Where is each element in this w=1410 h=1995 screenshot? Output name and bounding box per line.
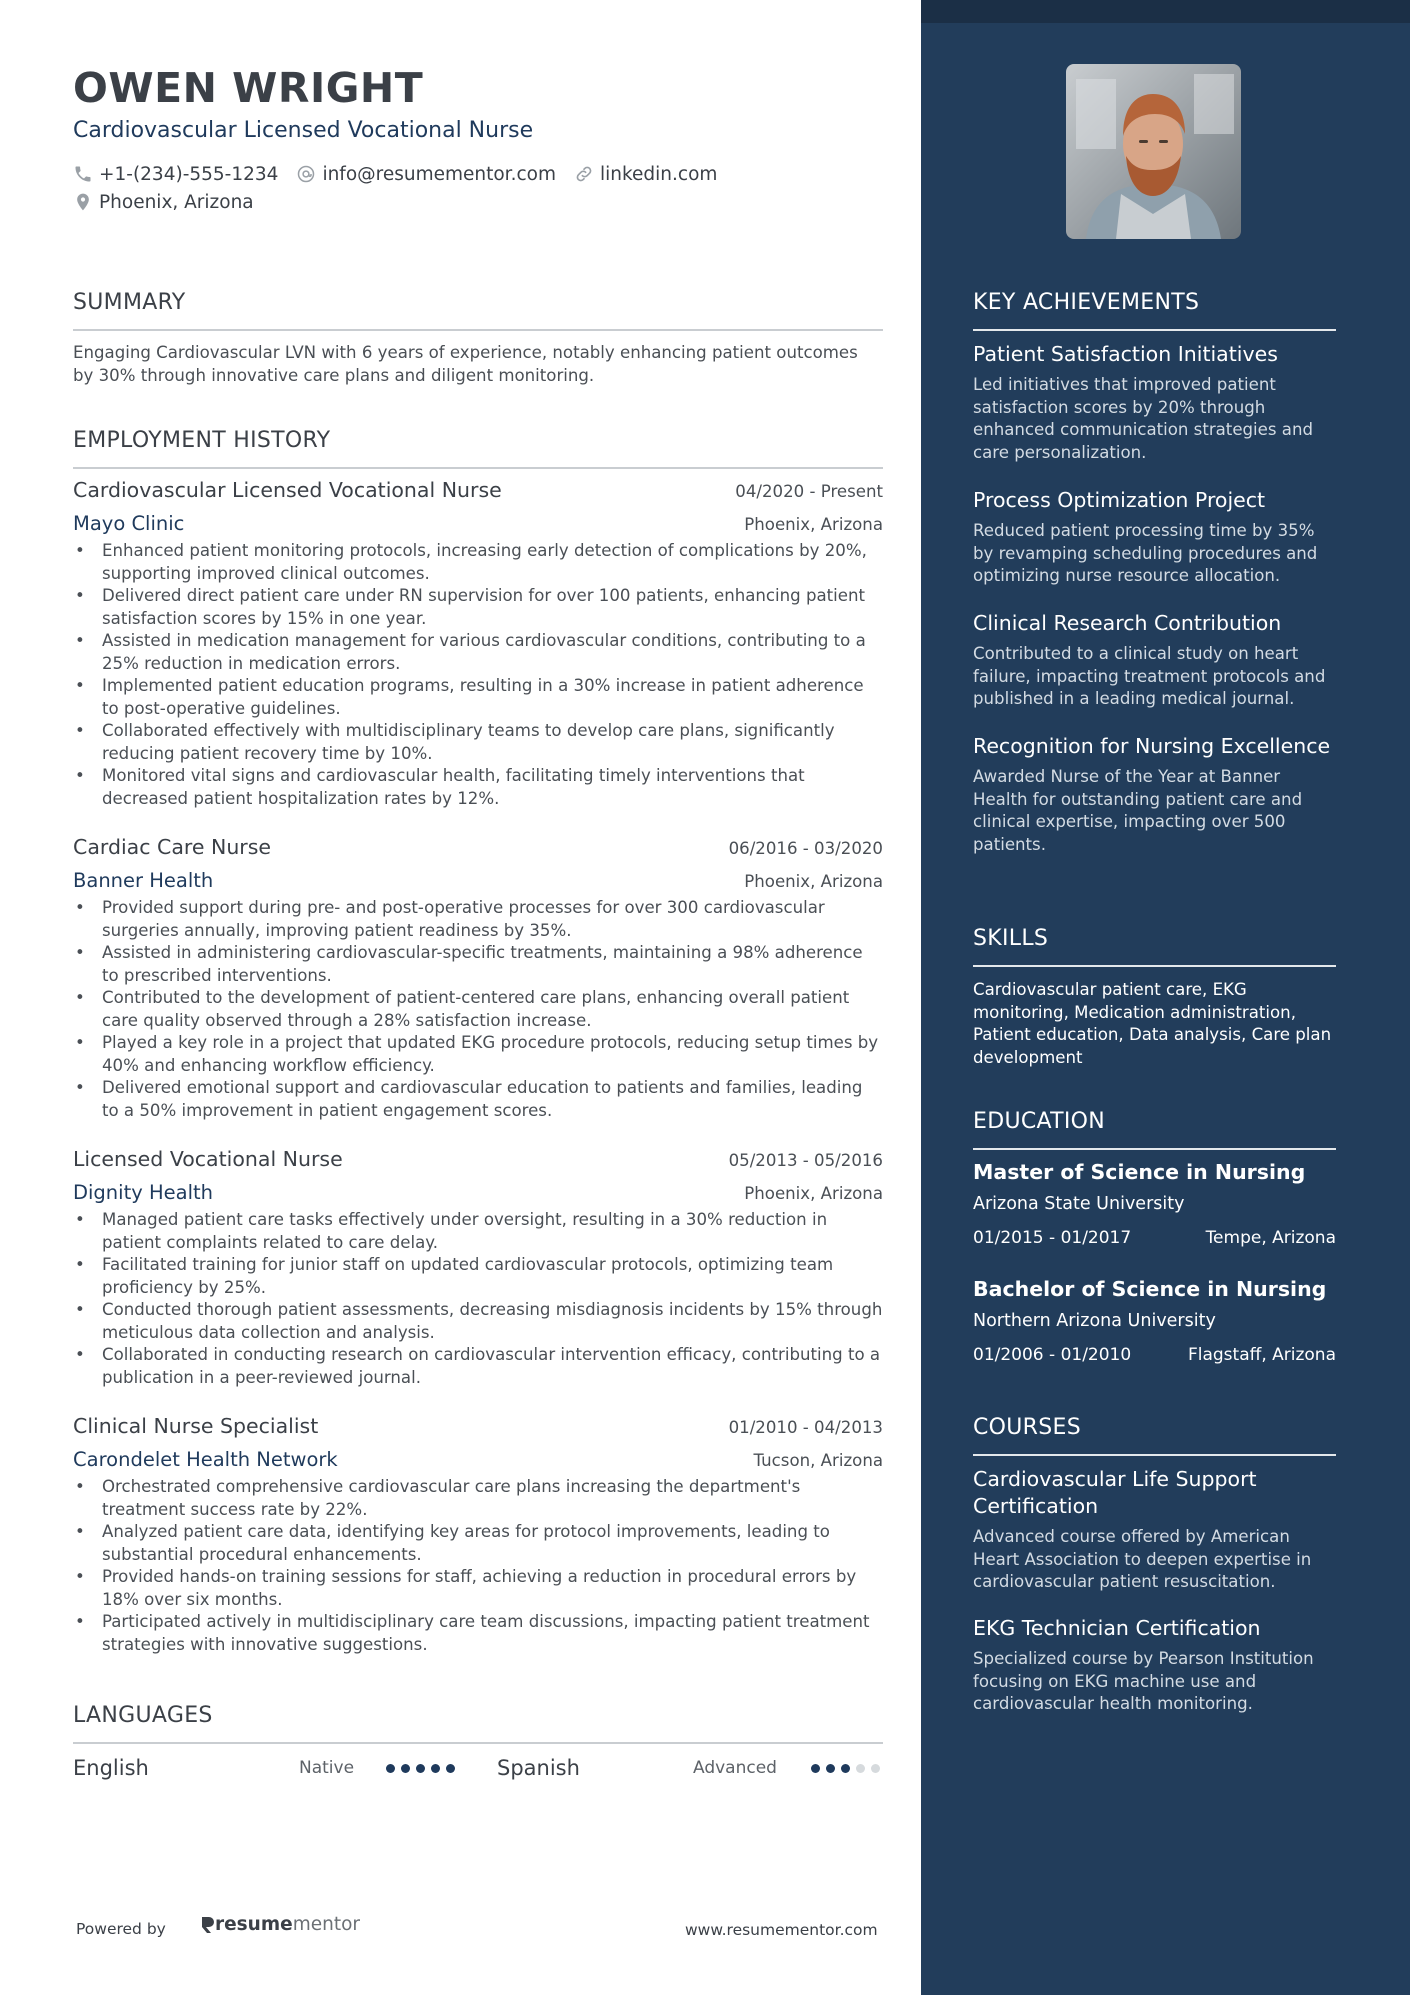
logo-mark-icon (199, 1915, 215, 1935)
email-text: info@resumementor.com (322, 163, 556, 185)
achievement-item (973, 610, 1336, 711)
email-item[interactable] (296, 164, 556, 185)
achievement-text: Contributed to a clinical study on heart failure, impacting treatment protocols and published in a leading medical journal. (973, 644, 1326, 708)
language-rating (811, 1753, 886, 1783)
phone-item (73, 164, 278, 185)
education-heading: EDUCATION (973, 1109, 1106, 1134)
rating-dots (811, 1764, 886, 1773)
education-item (973, 1160, 1336, 1248)
phone-text: +1-(234)-555-1234 (99, 163, 279, 185)
language-level-text: Native (299, 1758, 355, 1778)
location-text: Phoenix, Arizona (99, 191, 254, 213)
language-level (299, 1753, 354, 1783)
job-location: Phoenix, Arizona (744, 515, 883, 534)
footer-url[interactable]: www.resumementor.com (685, 1921, 878, 1939)
rating-dot-filled (386, 1764, 395, 1773)
job-bullets (73, 1209, 883, 1389)
rating-dots (386, 1764, 461, 1773)
powered-by-text: Powered by (76, 1920, 166, 1938)
education-degree: Bachelor of Science in Nursing (973, 1277, 1327, 1301)
logo-text-light: mentor (292, 1914, 360, 1935)
language-name-text: Spanish (497, 1756, 580, 1780)
job-company: Dignity Health (73, 1181, 214, 1204)
language-level (693, 1753, 777, 1783)
job-bullet: • Assisted in administering cardiovascular-specific treatments, maintaining a 98% adherence to prescribed interventions. (73, 942, 883, 987)
achievement-title: Clinical Research Contribution (973, 611, 1282, 635)
language-rating (386, 1753, 461, 1783)
sidebar-top-band (921, 0, 1410, 23)
job-title: Clinical Nurse Specialist (73, 1414, 319, 1438)
job-bullet: • Delivered direct patient care under RN supervision for over 100 patients, enhancing patient satisfaction scores by 15% in one year. (73, 585, 883, 630)
job-bullet: • Collaborated effectively with multidisciplinary teams to develop care plans, significantly reducing patient recovery time by 10%. (73, 720, 883, 765)
link-icon (574, 164, 594, 184)
resumementor-logo[interactable] (199, 1914, 360, 1935)
rating-dot-empty (856, 1764, 865, 1773)
achievements-heading: KEY ACHIEVEMENTS (973, 290, 1200, 315)
languages-divider (73, 1742, 883, 1744)
job-bullet: • Managed patient care tasks effectively under oversight, resulting in a 30% reduction in patient complaints related to care delay. (73, 1209, 883, 1254)
job-location: Phoenix, Arizona (744, 872, 883, 891)
rating-dot-filled (446, 1764, 455, 1773)
job-bullet: • Delivered emotional support and cardiovascular education to patients and families, leading to a 50% improvement in patient engagement scores. (73, 1077, 883, 1122)
rating-dot-filled (811, 1764, 820, 1773)
course-text: Specialized course by Pearson Institution focusing on EKG machine use and cardiovascular health monitoring. (973, 1649, 1314, 1713)
rating-dot-filled (416, 1764, 425, 1773)
job-title: Cardiovascular Licensed Vocational Nurse (73, 478, 502, 502)
job-dates: 06/2016 - 03/2020 (728, 839, 883, 858)
education-school: Arizona State University (973, 1194, 1185, 1214)
course-title: EKG Technician Certification (973, 1616, 1261, 1640)
candidate-name: OWEN WRIGHT (73, 64, 424, 112)
language-name (497, 1753, 580, 1783)
summary-heading: SUMMARY (73, 290, 186, 315)
education-school: Northern Arizona University (973, 1311, 1216, 1331)
job-bullet: • Orchestrated comprehensive cardiovascular care plans increasing the department's treatment success rate by 22%. (73, 1476, 883, 1521)
rating-dot-filled (401, 1764, 410, 1773)
job-entry (73, 478, 883, 810)
achievement-title: Process Optimization Project (973, 488, 1266, 512)
job-bullet: • Enhanced patient monitoring protocols, increasing early detection of complications by 20%, supporting improved clinical outcomes. (73, 540, 883, 585)
sidebar (921, 0, 1410, 1995)
job-bullet: • Monitored vital signs and cardiovascular health, facilitating timely interventions that decreased patient hospitalization rates by 12%. (73, 765, 883, 810)
candidate-title: Cardiovascular Licensed Vocational Nurse (73, 118, 534, 143)
language-name-text: English (73, 1756, 149, 1780)
job-bullet: • Conducted thorough patient assessments, decreasing misdiagnosis incidents by 15% through meticulous data collection and analysis. (73, 1299, 883, 1344)
job-bullets (73, 1476, 883, 1656)
achievement-text: Reduced patient processing time by 35% by revamping scheduling procedures and optimizing nurse resource allocation. (973, 521, 1318, 585)
course-item (973, 1615, 1336, 1716)
job-bullet: • Played a key role in a project that updated EKG procedure protocols, reducing setup times by 40% and enhancing workflow efficiency. (73, 1032, 883, 1077)
job-title: Cardiac Care Nurse (73, 835, 272, 859)
language-name (73, 1753, 149, 1783)
skills-heading: SKILLS (973, 926, 1049, 951)
profile-photo (1066, 64, 1241, 239)
job-location: Phoenix, Arizona (744, 1184, 883, 1203)
job-bullet: • Facilitated training for junior staff on updated cardiovascular protocols, optimizing team proficiency by 25%. (73, 1254, 883, 1299)
achievement-text: Awarded Nurse of the Year at Banner Health for outstanding patient care and clinical expertise, impacting over 500 patients. (973, 767, 1303, 854)
education-item (973, 1277, 1336, 1365)
job-bullets (73, 897, 883, 1122)
achievement-item (973, 341, 1336, 464)
skills-divider (973, 965, 1336, 967)
course-text: Advanced course offered by American Heart Association to deepen expertise in cardiovascular patient resuscitation. (973, 1527, 1312, 1591)
rating-dot-filled (841, 1764, 850, 1773)
skills-text: Cardiovascular patient care, EKG monitoring, Medication administration, Patient education, Data analysis, Care plan development (973, 980, 1332, 1067)
job-bullet: • Provided support during pre- and post-operative processes for over 300 cardiovascular surgeries annually, improving patient readiness by 35%. (73, 897, 883, 942)
courses-divider (973, 1454, 1336, 1456)
job-dates: 05/2013 - 05/2016 (728, 1151, 883, 1170)
achievement-item (973, 733, 1336, 856)
contact-info (73, 160, 735, 216)
rating-dot-filled (431, 1764, 440, 1773)
job-entry (73, 1414, 883, 1656)
education-dates: 01/2015 - 01/2017 (973, 1228, 1132, 1248)
language-level-text: Advanced (693, 1758, 777, 1778)
education-dates: 01/2006 - 01/2010 (973, 1345, 1132, 1365)
job-bullet: • Participated actively in multidisciplinary care team discussions, impacting patient treatment strategies with innovative suggestions. (73, 1611, 883, 1656)
employment-divider (73, 467, 883, 469)
job-bullet: • Collaborated in conducting research on cardiovascular intervention efficacy, contributing to a publication in a peer-reviewed journal. (73, 1344, 883, 1389)
achievement-item (973, 487, 1336, 588)
achievement-text: Led initiatives that improved patient satisfaction scores by 20% through enhanced communication strategies and care personalization. (973, 375, 1314, 462)
portrait-image (1066, 64, 1241, 239)
location-item (73, 192, 254, 213)
job-bullet: • Contributed to the development of patient-centered care plans, enhancing overall patient care quality observed through a 28% satisfaction increase. (73, 987, 883, 1032)
phone-icon (73, 164, 93, 184)
location-pin-icon (73, 192, 93, 212)
achievement-title: Recognition for Nursing Excellence (973, 734, 1331, 758)
job-company: Carondelet Health Network (73, 1448, 338, 1471)
job-bullet: • Analyzed patient care data, identifying key areas for protocol improvements, leading to substantial procedural enhancements. (73, 1521, 883, 1566)
job-company: Banner Health (73, 869, 214, 892)
job-location: Tucson, Arizona (753, 1451, 883, 1470)
education-location: Flagstaff, Arizona (1187, 1345, 1336, 1365)
job-dates: 01/2010 - 04/2013 (728, 1418, 883, 1437)
summary-text: Engaging Cardiovascular LVN with 6 years of experience, notably enhancing patient outcomes by 30% through innovative care plans and diligent monitoring. (73, 343, 858, 385)
logo-text-bold: resume (215, 1914, 293, 1935)
education-location: Tempe, Arizona (1205, 1228, 1336, 1248)
courses-heading: COURSES (973, 1415, 1081, 1440)
employment-heading: EMPLOYMENT HISTORY (73, 428, 331, 453)
languages-heading: LANGUAGES (73, 1703, 213, 1728)
summary-divider (73, 329, 883, 331)
education-degree: Master of Science in Nursing (973, 1160, 1306, 1184)
job-entry (73, 1147, 883, 1389)
rating-dot-empty (871, 1764, 880, 1773)
education-divider (973, 1148, 1336, 1150)
linkedin-text: linkedin.com (599, 163, 718, 185)
at-icon (296, 164, 316, 184)
languages-list (73, 1753, 883, 1783)
job-bullet: • Implemented patient education programs, resulting in a 30% increase in patient adherence to post-operative guidelines. (73, 675, 883, 720)
course-title: Cardiovascular Life Support Certification (973, 1467, 1257, 1518)
job-title: Licensed Vocational Nurse (73, 1147, 343, 1171)
achievement-title: Patient Satisfaction Initiatives (973, 342, 1278, 366)
job-bullets (73, 540, 883, 810)
rating-dot-filled (826, 1764, 835, 1773)
job-bullet: • Provided hands-on training sessions for staff, achieving a reduction in procedural errors by 18% over six months. (73, 1566, 883, 1611)
job-bullet: • Assisted in medication management for various cardiovascular conditions, contributing to a 25% reduction in medication errors. (73, 630, 883, 675)
job-company: Mayo Clinic (73, 512, 185, 535)
course-item (973, 1466, 1336, 1594)
job-entry (73, 835, 883, 1122)
achievements-divider (973, 329, 1336, 331)
linkedin-item[interactable] (574, 164, 717, 185)
job-dates: 04/2020 - Present (735, 482, 883, 501)
